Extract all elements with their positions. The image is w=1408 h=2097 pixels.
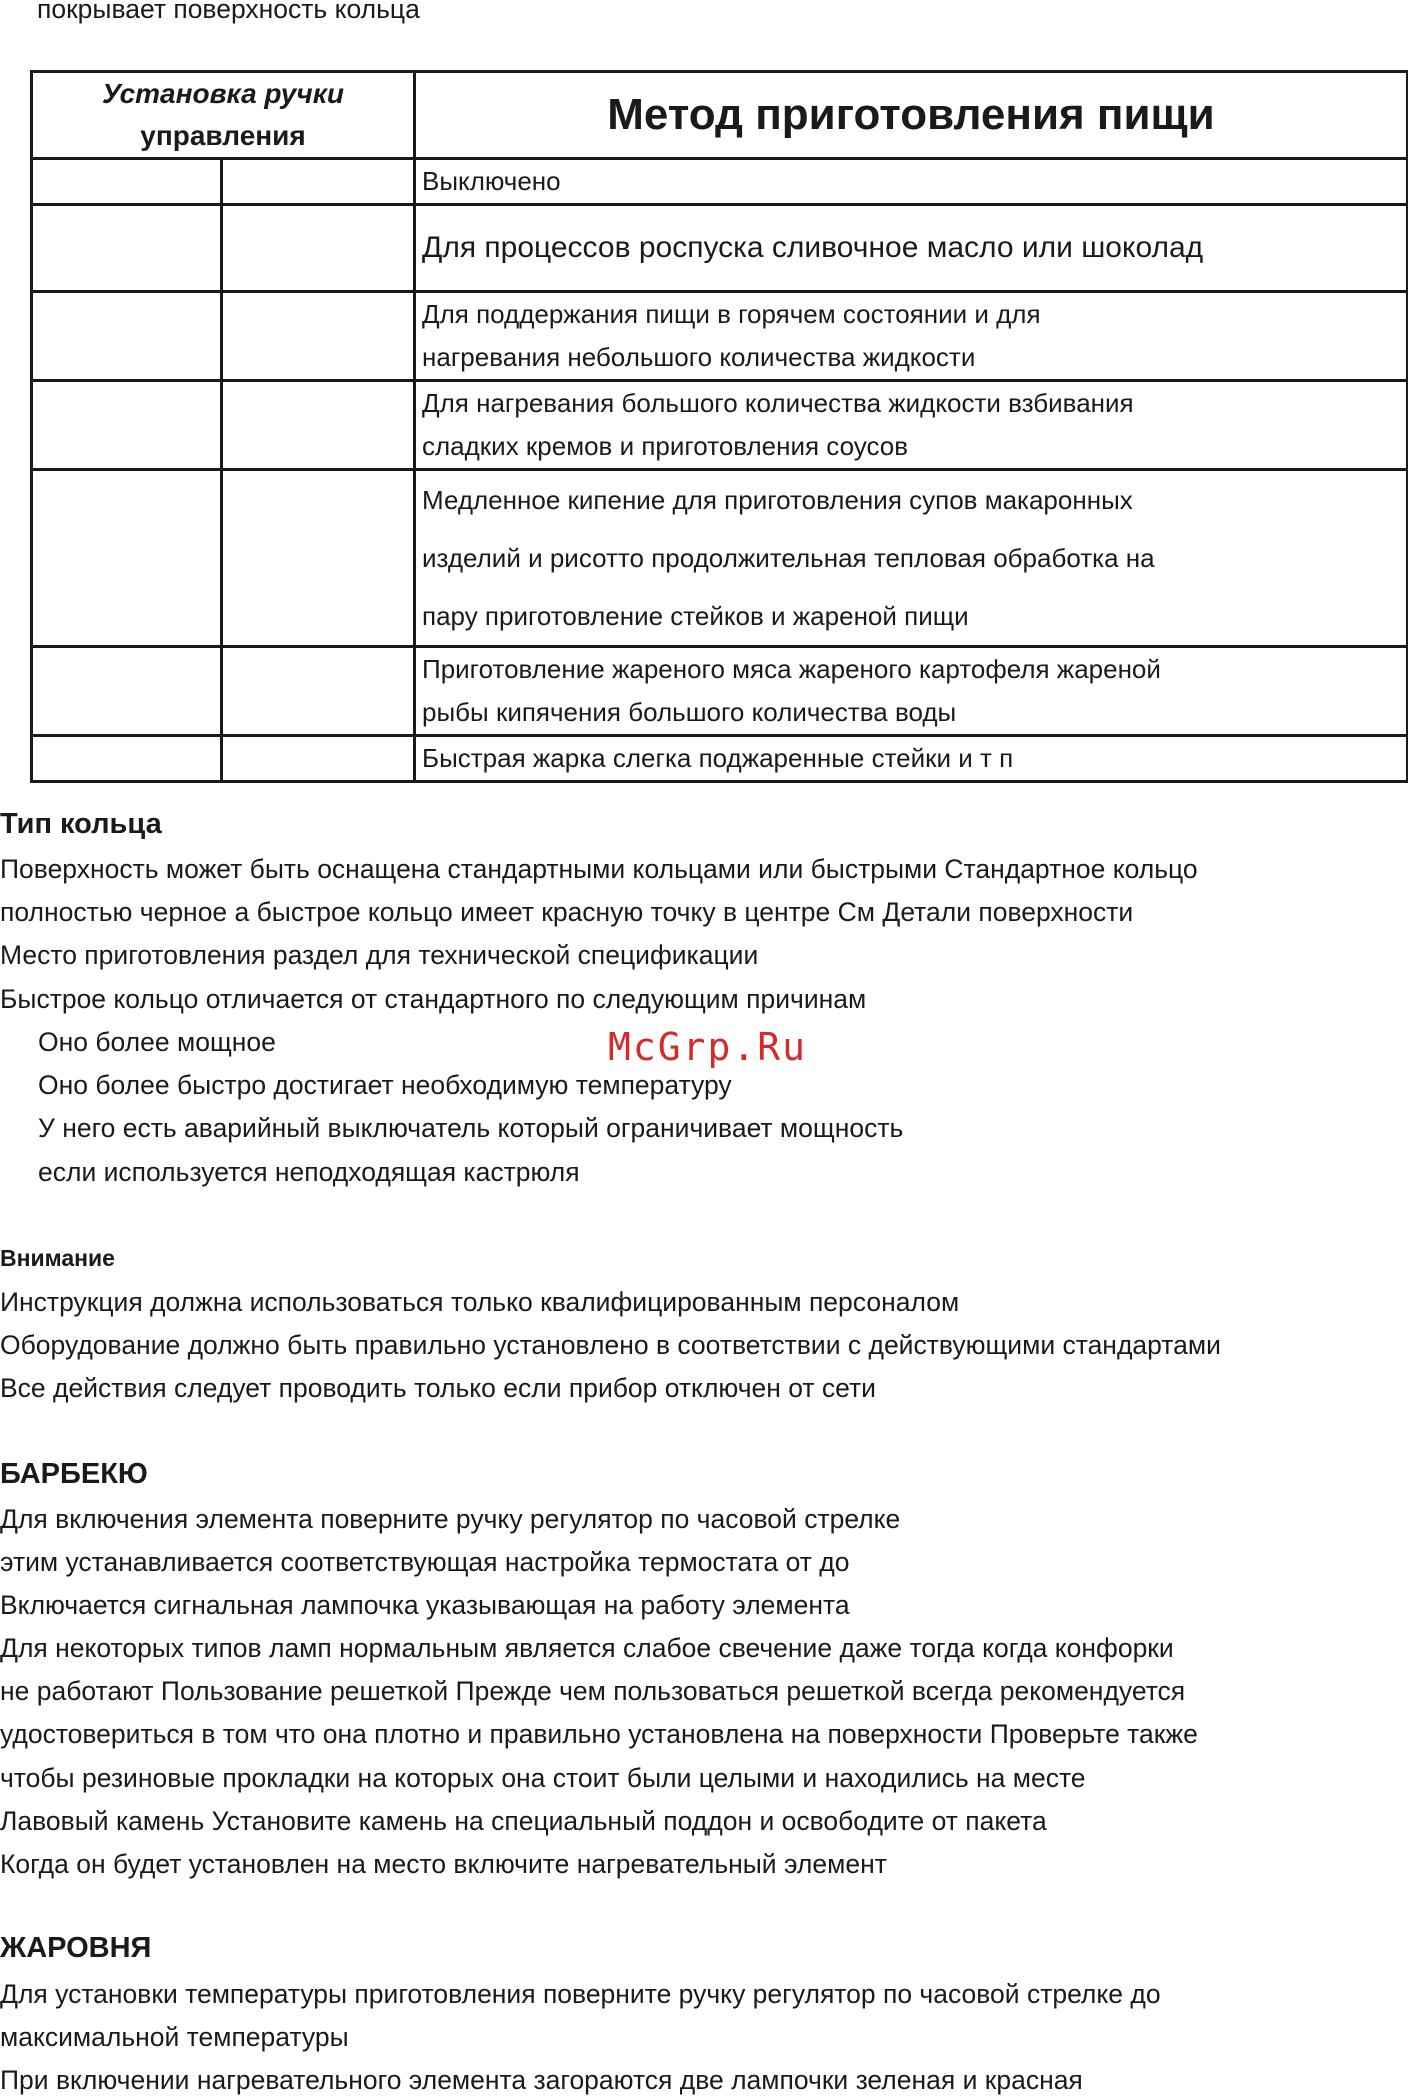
method-cell: Выключено [415, 159, 1408, 205]
method-line: рыбы кипячения большого количества воды [422, 697, 957, 727]
knob-position-cell [222, 159, 415, 205]
table-header-row [32, 72, 1408, 159]
cooking-method-table [30, 70, 1408, 783]
table-row [32, 205, 1408, 292]
warning-line: Все действия следует проводить только если прибор отключен от сети [0, 1373, 876, 1403]
method-line: Для нагревания большого количества жидкости взбивания [422, 388, 1134, 418]
bbq-heading: БАРБЕКЮ [0, 1458, 148, 1490]
ring-type-bullet: Оно более быстро достигает необходимую температуру [38, 1070, 732, 1100]
method-cell [415, 647, 1408, 736]
griddle-line: При включении нагревательного элемента загораются две лампочки зеленая и красная [0, 2065, 1083, 2095]
method-line: Медленное кипение для приготовления супов макаронных [422, 485, 1133, 515]
table-row [32, 736, 1408, 782]
knob-symbol-cell [32, 159, 222, 205]
knob-symbol-cell [32, 292, 222, 381]
knob-symbol-cell [32, 381, 222, 470]
bbq-line: не работают Пользование решеткой Прежде чем пользоваться решеткой всегда рекомендуется [0, 1676, 1186, 1706]
bbq-line: Лавовый камень Установите камень на специальный поддон и освободите от пакета [0, 1806, 1047, 1836]
method-line: нагревания небольшого количества жидкости [422, 342, 976, 372]
ring-type-bullet: У него есть аварийный выключатель который ограничивает мощность [38, 1113, 904, 1143]
ring-type-line: Быстрое кольцо отличается от стандартного по следующим причинам [0, 984, 867, 1014]
knob-position-cell [222, 736, 415, 782]
ring-type-line: полностью черное а быстрое кольцо имеет красную точку в центре См Детали поверхности [0, 897, 1134, 927]
method-line: Для поддержания пищи в горячем состоянии и для [422, 299, 1041, 329]
table-row [32, 647, 1408, 736]
ring-type-line: Место приготовления раздел для технической спецификации [0, 940, 759, 970]
method-line: сладких кремов и приготовления соусов [422, 431, 909, 461]
warning-line: Инструкция должна использоваться только квалифицированным персоналом [0, 1287, 960, 1317]
warning-heading: Внимание [0, 1245, 115, 1271]
knob-symbol-cell [32, 205, 222, 292]
knob-position-cell [222, 647, 415, 736]
table-row [32, 381, 1408, 470]
method-line: пару приготовление стейков и жареной пищи [422, 601, 969, 631]
ring-type-bullet: если используется неподходящая кастрюля [38, 1157, 580, 1187]
method-cell [415, 292, 1408, 381]
knob-position-cell [222, 381, 415, 470]
ring-type-bullet: Оно более мощное [38, 1027, 276, 1057]
knob-symbol-cell [32, 647, 222, 736]
griddle-heading: ЖАРОВНЯ [0, 1932, 152, 1964]
method-cell [415, 470, 1408, 647]
knob-position-cell [222, 292, 415, 381]
method-line: Приготовление жареного мяса жареного картофеля жареной [422, 654, 1161, 684]
knob-position-cell [222, 470, 415, 647]
warning-line: Оборудование должно быть правильно установлено в соответствии с действующими стандартами [0, 1330, 1221, 1360]
table-row [32, 470, 1408, 647]
method-cell: Быстрая жарка слегка поджаренные стейки и т п [415, 736, 1408, 782]
header-setting-line2: управления [140, 120, 306, 151]
method-line: изделий и рисотто продолжительная тепловая обработка на [422, 543, 1155, 573]
knob-position-cell [222, 205, 415, 292]
ring-type-heading: Тип кольца [0, 808, 162, 840]
top-fragment-text: покрывает поверхность кольца [37, 0, 420, 24]
header-cooking-method: Метод приготовления пищи [415, 72, 1408, 159]
griddle-line: максимальной температуры [0, 2022, 349, 2052]
method-cell [415, 381, 1408, 470]
method-cell: Для процессов роспуска сливочное масло или шоколад [415, 205, 1408, 292]
bbq-line: Когда он будет установлен на место включите нагревательный элемент [0, 1849, 887, 1879]
knob-symbol-cell [32, 470, 222, 647]
header-knob-setting [32, 72, 415, 159]
watermark: McGrp.Ru [608, 1025, 808, 1069]
header-setting-line1: Установка ручки [102, 78, 344, 109]
knob-symbol-cell [32, 736, 222, 782]
bbq-line: Для некоторых типов ламп нормальным является слабое свечение даже тогда когда конфорки [0, 1633, 1174, 1663]
griddle-line: Для установки температуры приготовления поверните ручку регулятор по часовой стрелке до [0, 1979, 1161, 2009]
ring-type-line: Поверхность может быть оснащена стандартными кольцами или быстрыми Стандартное кольцо [0, 854, 1198, 884]
bbq-line: чтобы резиновые прокладки на которых она стоит были целыми и находились на месте [0, 1763, 1086, 1793]
bbq-line: этим устанавливается соответствующая настройка термостата от до [0, 1547, 850, 1577]
bbq-line: удостовериться в том что она плотно и правильно установлена на поверхности Проверьте также [0, 1719, 1198, 1749]
table-row [32, 292, 1408, 381]
table-row [32, 159, 1408, 205]
bbq-line: Включается сигнальная лампочка указывающая на работу элемента [0, 1590, 850, 1620]
bbq-line: Для включения элемента поверните ручку регулятор по часовой стрелке [0, 1504, 901, 1534]
